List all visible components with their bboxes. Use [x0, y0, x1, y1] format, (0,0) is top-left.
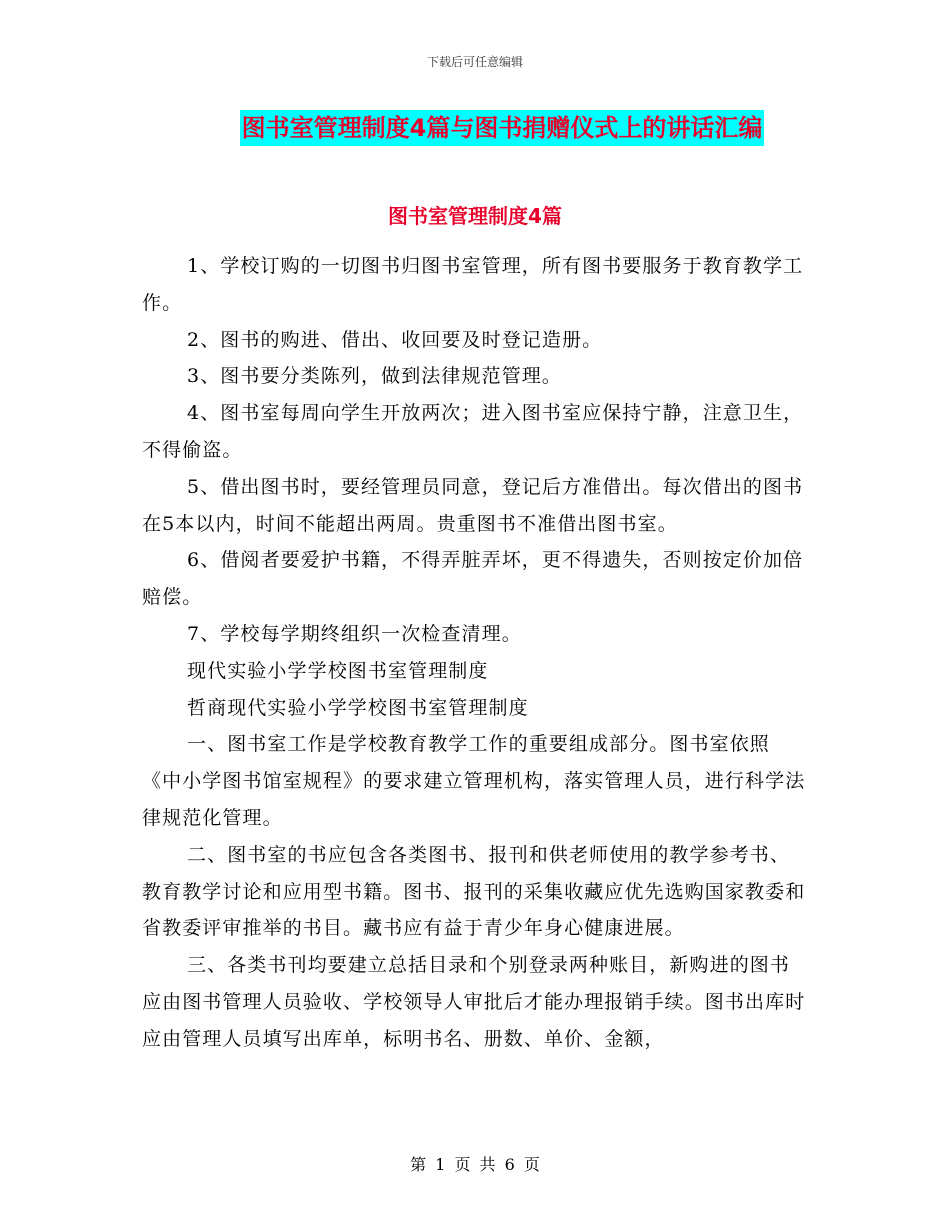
document-body [142, 248, 806, 1058]
paragraph: 4、图书室每周向学生开放两次；进入图书室应保持宁静，注意卫生，不得偷盗。 [142, 402, 804, 461]
document-title-container [0, 110, 950, 146]
page-footer: 第 1 页 共 6 页 [410, 1155, 540, 1174]
paragraph: 现代实验小学学校图书室管理制度 [187, 659, 489, 682]
paragraph: 2、图书的购进、借出、收回要及时登记造册。 [187, 328, 603, 351]
header-note: 下载后可任意编辑 [426, 55, 523, 69]
paragraph: 6、借阅者要爱护书籍，不得弄脏弄坏，更不得遗失，否则按定价加倍赔偿。 [142, 549, 804, 609]
paragraph: 1、学校订购的一切图书归图书室管理，所有图书要服务于教育教学工作。 [142, 255, 804, 314]
paragraph: 二、图书室的书应包含各类图书、报刊和供老师使用的教学参考书、教育教学讨论和应用型书籍。图书、报刊的采集收藏应优先选购国家教委和省教委评审推举的书目。藏书应有益于青少年身心健康进展。 [142, 843, 806, 940]
paragraph: 三、各类书刊均要建立总括目录和个别登录两种账目，新购进的图书应由图书管理人员验收、学校领导人审批后才能办理报销手续。图书出库时应由管理人员填写出库单，标明书名、册数、单价、金额， [142, 954, 806, 1050]
document-title: 图书室管理制度4篇与图书捐赠仪式上的讲话汇编 [240, 110, 765, 146]
paragraph: 一、图书室工作是学校教育教学工作的重要组成部分。图书室依照《中小学图书馆室规程》的要求建立管理机构，落实管理人员，进行科学法律规范化管理。 [142, 733, 806, 829]
paragraph: 5、借出图书时，要经管理员同意，登记后方准借出。每次借出的图书在5本以内，时间不能超出两周。贵重图书不准借出图书室。 [142, 475, 804, 535]
paragraph: 哲商现代实验小学学校图书室管理制度 [187, 696, 529, 719]
paragraph: 7、学校每学期终组织一次检查清理。 [187, 622, 522, 645]
section-title: 图书室管理制度4篇 [388, 204, 562, 228]
paragraph: 3、图书要分类陈列，做到法律规范管理。 [187, 365, 562, 388]
